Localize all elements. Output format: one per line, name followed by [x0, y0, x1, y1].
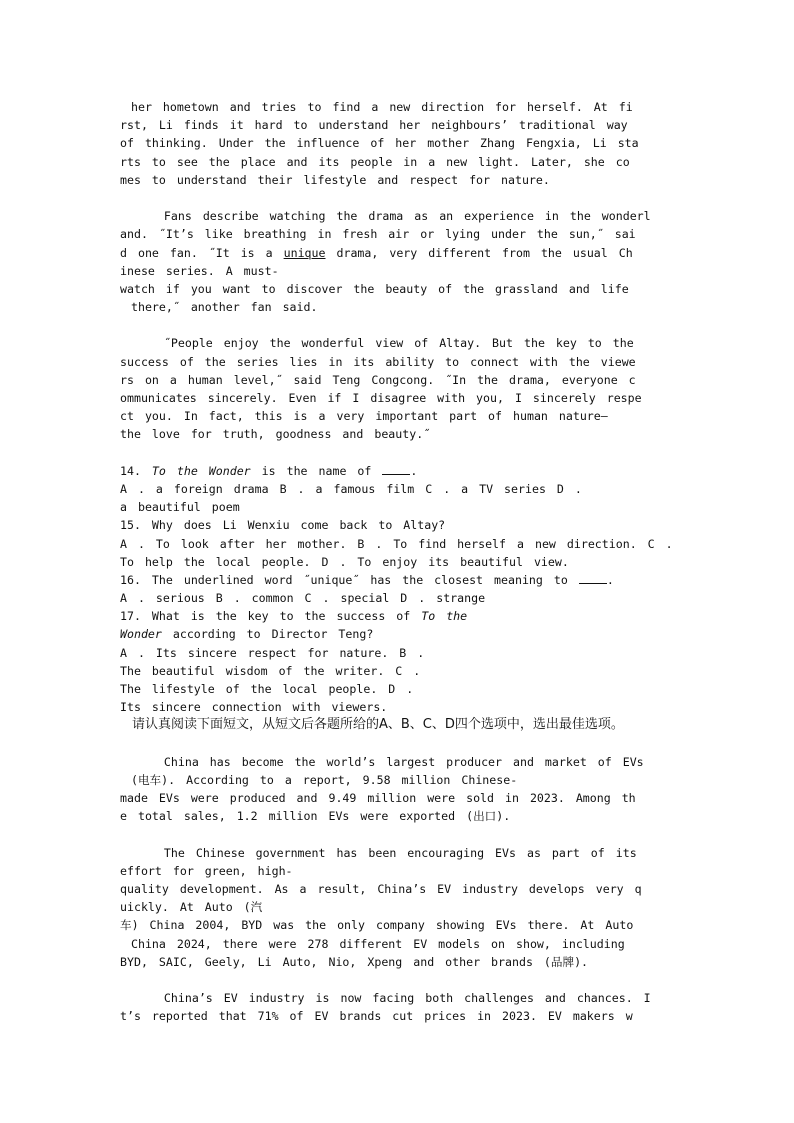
text-line: BYD, SAIC, Geely, Li Auto, Nio, Xpeng and other brands (品牌). [120, 954, 589, 969]
drama-title: Wonder [120, 627, 162, 642]
passage-1-paragraph-2 [120, 207, 676, 316]
text-line: China’s EV industry is now facing both challenges and chances. I [120, 991, 651, 1006]
question-stem: 16. The underlined word ˝unique˝ has the closest meaning to . [120, 572, 614, 587]
passage-2-paragraph-1 [120, 753, 676, 826]
text-line: there,˝ another fan said. [120, 300, 318, 315]
text-line: watch if you want to discover the beauty of the grassland and life [120, 281, 629, 296]
text-line: inese series. A must- [120, 263, 279, 278]
text-line: and. ˝It’s like breathing in fresh air or lying under the sun,˝ sai [120, 227, 636, 242]
text-line: China has become the world’s largest producer and market of EVs [120, 754, 644, 769]
question-stem: 15. Why does Li Wenxiu come back to Altay? [120, 518, 446, 533]
text-line: rst, Li finds it hard to understand her neighbours’ traditional way [120, 118, 628, 133]
text-line: ˝People enjoy the wonderful view of Altay. But the key to the [120, 336, 634, 351]
text-line: Fans describe watching the drama as an experience in the wonderl [120, 209, 651, 224]
passage-2-paragraph-3 [120, 989, 676, 1025]
text-line: ommunicates sincerely. Even if I disagree with you, I sincerely respe [120, 391, 642, 405]
question-15 [120, 516, 676, 571]
answer-blank [579, 573, 607, 584]
text-line: ct you. In fact, this is a very important part of human nature— [120, 409, 608, 424]
passage-1-paragraph-1 [120, 98, 676, 189]
options-line: A . To look after her mother. B . To find herself a new direction. C . [120, 536, 673, 551]
text-line: t’s reported that 71% of EV brands cut prices in 2023. EV makers w [120, 1009, 633, 1024]
options-line: a beautiful poem [120, 500, 240, 515]
text-line: (电车). According to a report, 9.58 million Chinese- [120, 772, 518, 787]
answer-blank [382, 464, 410, 475]
drama-title: To the Wonder [151, 463, 251, 478]
text-line: effort for green, high- [120, 863, 293, 878]
text-line: of thinking. Under the influence of her mother Zhang Fengxia, Li sta [120, 136, 639, 151]
text-line: China 2024, there were 278 different EV models on show, including [120, 936, 625, 951]
text-line: uickly. At Auto (汽 [120, 900, 263, 915]
passage-2-paragraph-2 [120, 844, 676, 971]
options-line: Its sincere connection with viewers. [120, 700, 388, 715]
text-segment: drama, very different from the usual Ch [325, 245, 633, 260]
text-line: made EVs were produced and 9.49 million were sold in 2023. Among th [120, 791, 636, 806]
text-line: rts to see the place and its people in a new light. Later, she co [120, 154, 630, 169]
text-segment: 16. The underlined word ˝unique˝ has the closest meaning to [120, 572, 579, 587]
document-page [120, 98, 676, 1026]
text-line [120, 244, 676, 262]
text-line: rs on a human level,˝ said Teng Congcong. ˝In the drama, everyone c [120, 372, 636, 387]
underlined-word-unique: unique [283, 245, 326, 260]
question-17 [120, 607, 676, 716]
options-line: A . Its sincere respect for nature. B . [120, 645, 425, 660]
text-segment: according to Director Teng? [161, 627, 374, 642]
options-line: The beautiful wisdom of the writer. C . [120, 663, 421, 678]
drama-title: To the [421, 609, 468, 624]
text-segment: 17. What is the key to the success of [120, 609, 422, 624]
text-line: her hometown and tries to find a new direction for herself. At fi [120, 100, 633, 114]
options-line: A . a foreign drama B . a famous film C . a TV series D . [120, 481, 582, 496]
options-line: A . serious B . common C . special D . strange [120, 591, 486, 606]
text-segment: is the name of [250, 463, 383, 478]
question-stem-cont [120, 625, 676, 643]
text-line: quality development. As a result, China’s EV industry develops very q [120, 882, 642, 897]
text-line: success of the series lies in its ability to connect with the viewe [120, 354, 636, 369]
text-line: the love for truth, goodness and beauty.˝ [120, 427, 431, 442]
question-number: 14. [120, 463, 152, 478]
options-line: To help the local people. D . To enjoy its beautiful view. [120, 554, 569, 569]
text-line: 车) China 2004, BYD was the only company showing EVs there. At Auto [120, 918, 634, 933]
section-instruction: 请认真阅读下面短文，从短文后各题所给的A、B、C、D四个选项中，选出最佳选项。 [132, 717, 624, 733]
passage-1-paragraph-3 [120, 334, 676, 443]
question-14 [120, 462, 676, 517]
text-line: e total sales, 1.2 million EVs were exported (出口). [120, 809, 511, 824]
question-stem [120, 607, 676, 625]
question-stem: 14. To the Wonder is the name of . [120, 463, 418, 478]
text-line: The Chinese government has been encouraging EVs as part of its [120, 845, 637, 860]
options-line: The lifestyle of the local people. D . [120, 682, 414, 696]
text-line: mes to understand their lifestyle and respect for nature. [120, 172, 550, 187]
text-segment: d one fan. ˝It is a [120, 245, 284, 260]
question-16 [120, 571, 676, 607]
